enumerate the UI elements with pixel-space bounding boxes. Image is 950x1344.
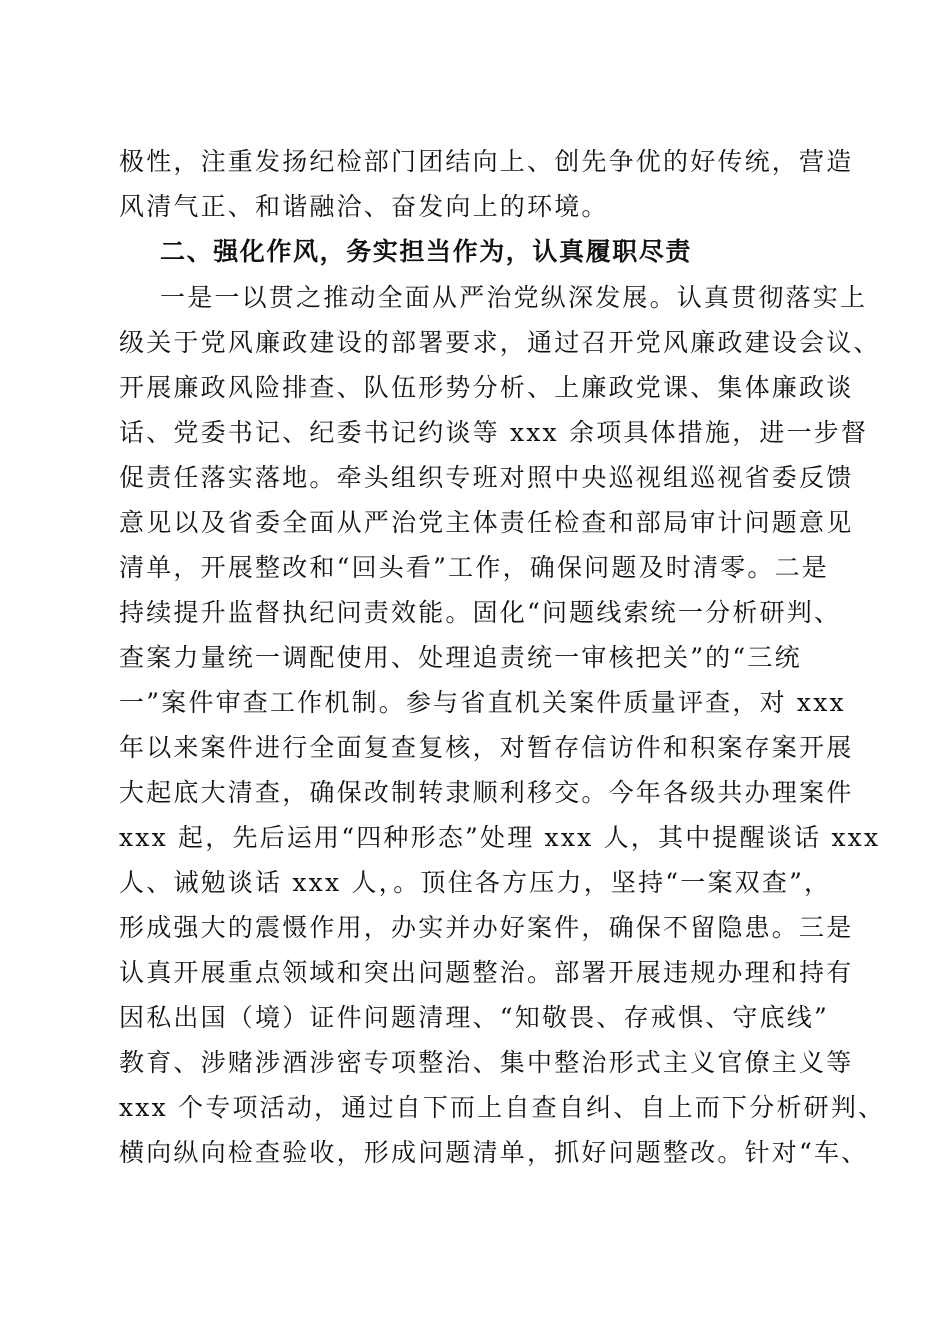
paragraph-line: 促责任落实落地。牵头组织专班对照中央巡视组巡视省委反馈 — [119, 463, 854, 492]
paragraph-line: xxx 起，先后运用“四种形态”处理 xxx 人，其中提醒谈话 xxx — [119, 823, 881, 852]
paragraph-line: 持续提升监督执纪问责效能。固化“问题线索统一分析研判、 — [119, 598, 842, 627]
paragraph-line: 人、诫勉谈话 xxx 人，。顶住各方压力，坚持“一案双查”， — [119, 868, 832, 897]
paragraph-line: 级关于党风廉政建设的部署要求，通过召开党风廉政建设会议、 — [119, 328, 881, 357]
paragraph-line: 横向纵向检查验收，形成问题清单，抓好问题整改。针对“车、 — [119, 1138, 869, 1167]
paragraph-line: 认真开展重点领域和突出问题整治。部署开展违规办理和持有 — [119, 958, 854, 987]
paragraph-line: 查案力量统一调配使用、处理追责统一审核把关”的“三统 — [119, 643, 802, 672]
paragraph-line: 清单，开展整改和“回头看”工作，确保问题及时清零。二是 — [119, 553, 829, 582]
paragraph-line: 话、党委书记、纪委书记约谈等 xxx 余项具体措施，进一步督 — [119, 418, 869, 447]
paragraph-line: 意见以及省委全面从严治党主体责任检查和部局审计问题意见 — [119, 508, 854, 537]
paragraph-line: 极性，注重发扬纪检部门团结向上、创先争优的好传统，营造 — [119, 147, 854, 176]
paragraph-line: 因私出国（境）证件问题清理、“知敬畏、存戒惧、守底线” — [119, 1003, 829, 1032]
section-heading: 二、强化作风，务实担当作为，认真履职尽责 — [160, 237, 693, 266]
paragraph-line: 大起底大清查，确保改制转隶顺利移交。今年各级共办理案件 — [119, 778, 854, 807]
paragraph-line: 年以来案件进行全面复查复核，对暂存信访件和积案存案开展 — [119, 733, 854, 762]
paragraph-line: 风清气正、和谐融洽、奋发向上的环境。 — [119, 192, 609, 221]
paragraph-line: 一是一以贯之推动全面从严治党纵深发展。认真贯彻落实上 — [160, 283, 868, 312]
paragraph-line: 教育、涉赌涉酒涉密专项整治、集中整治形式主义官僚主义等 — [119, 1048, 854, 1077]
paragraph-line: xxx 个专项活动，通过自下而上自查自纠、自上而下分析研判、 — [119, 1093, 886, 1122]
paragraph-line: 一”案件审查工作机制。参与省直机关案件质量评查，对 xxx — [119, 688, 846, 717]
paragraph-line: 开展廉政风险排查、队伍形势分析、上廉政党课、集体廉政谈 — [119, 373, 854, 402]
paragraph-line: 形成强大的震慑作用，办实并办好案件，确保不留隐患。三是 — [119, 913, 854, 942]
